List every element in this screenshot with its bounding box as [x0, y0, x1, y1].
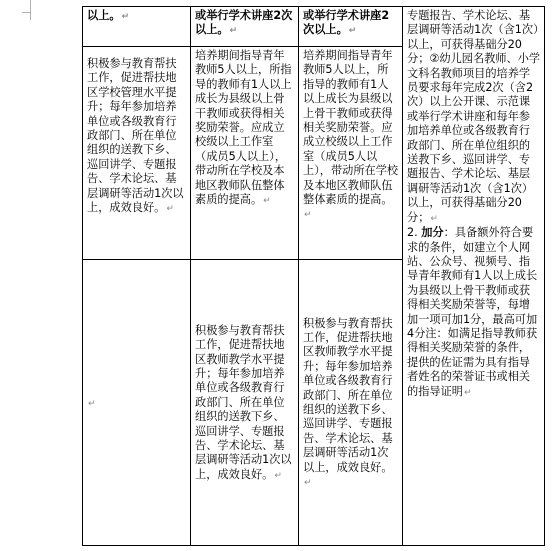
bonus-prefix: 2. — [407, 226, 418, 240]
cell-row1-col3 — [299, 47, 403, 260]
row2-col2-text: 积极参与教育帮扶工作，促进帮扶地区教师教学水平提升；每年参加培养单位或各级教育行政部门、所在单位组织的送教下乡、巡回讲学、专题报告、学术论坛、基层调研等活动1次以上，成效良好。 — [195, 323, 292, 481]
cell-row2-col2 — [191, 260, 299, 546]
row1-col2-text: 培养期间指导青年教师5人以上，所指导的教师有1人以上成长为县级以上骨干教师或获得相关奖励荣誉。应成立校级以上工作室（成员5人以上），带动所在学校及本地区教师队伍整体素质的提高。 — [195, 49, 292, 207]
header-col1-text: 以上。 — [87, 9, 121, 22]
paragraph-mark: ↵ — [348, 26, 357, 37]
header-col2-text: 或举行学术讲座2次以上。 — [195, 9, 293, 37]
paragraph-mark: ↵ — [430, 213, 438, 224]
paragraph-mark: ↵ — [463, 387, 472, 398]
cell-row2-col1 — [83, 260, 191, 546]
cell-scoring-column — [403, 7, 545, 546]
cell-row1-col1 — [83, 47, 191, 260]
cell-header-col1 — [83, 7, 191, 47]
paragraph-mark: ↵ — [121, 12, 130, 22]
paragraph-mark: ↵ — [304, 210, 312, 221]
header-row — [83, 7, 545, 47]
paragraph-mark: ↵ — [88, 398, 96, 409]
cell-header-col3 — [299, 7, 403, 47]
paragraph-mark: ↵ — [263, 196, 271, 207]
bonus-text: ：具备额外符合要求的条件，如建立个人网站、公众号、视频号、指导青年教师有1人以上成长为县级以上骨干教师或获得相关奖励荣誉等，每增加一项可加1分，最高可加4分注：如满足指导教师获得相关奖励荣誉的条件，提供的佐证需为具有指导者姓名的荣誉证书或相关的指导证明 — [407, 226, 538, 398]
paragraph-mark: ↵ — [274, 470, 282, 481]
header-col3-text: 或举行学术讲座2次以上。 — [303, 9, 390, 37]
paragraph-mark: ↵ — [304, 478, 312, 489]
paragraph-mark: ↵ — [166, 204, 174, 215]
cell-row2-col3 — [299, 260, 403, 546]
cell-header-col2 — [191, 7, 299, 47]
row2-col3-text: 积极参与教育帮扶工作，促进帮扶地区教师教学水平提升；每年参加培养单位或各级教育行政部门、所在单位组织的送教下乡、巡回讲学、专题报告、学术论坛、基层调研等活动1次以上，成效良好。 — [303, 316, 393, 474]
row1-col1-text: 积极参与教育帮扶工作，促进帮扶地区学校管理水平提升；每年参加培养单位或各级教育行政部门、所在单位组织的送教下乡、巡回讲学、专题报告、学术论坛、基层调研等活动1次以上，成效良好。 — [87, 57, 184, 215]
page-corner-mark-horizontal — [22, 12, 31, 13]
bonus-label: 加分 — [421, 226, 444, 240]
page-corner-mark — [30, 0, 31, 20]
row1-col3-text: 培养期间指导青年教师5人以上，所指导的教师有1人以上成长为县级以上骨干教师或获得相关奖励荣誉。应成立校级以上工作室（成员5人以上），带动所在学校及本地区教师队伍整体素质的提高。 — [303, 49, 399, 207]
requirements-table — [82, 6, 545, 546]
paragraph-mark: ↵ — [229, 26, 238, 37]
cell-row1-col2 — [191, 47, 299, 260]
scoring-text: 专题报告、学术论坛、基层调研等活动1次（含1次）以上，可获得基础分20分；②幼儿园名教师、小学文科名教师项目的培养学员要求每年完成2次（含2次）以上公开课、示范课或举行学术讲座和每年参加培养单位或各级教育行政部门、所在单位组织的送教下乡、巡回讲学、专题报告、学术论坛、基层调研等活动1次（含1次）以上，可获得基础分20分； — [407, 9, 541, 224]
